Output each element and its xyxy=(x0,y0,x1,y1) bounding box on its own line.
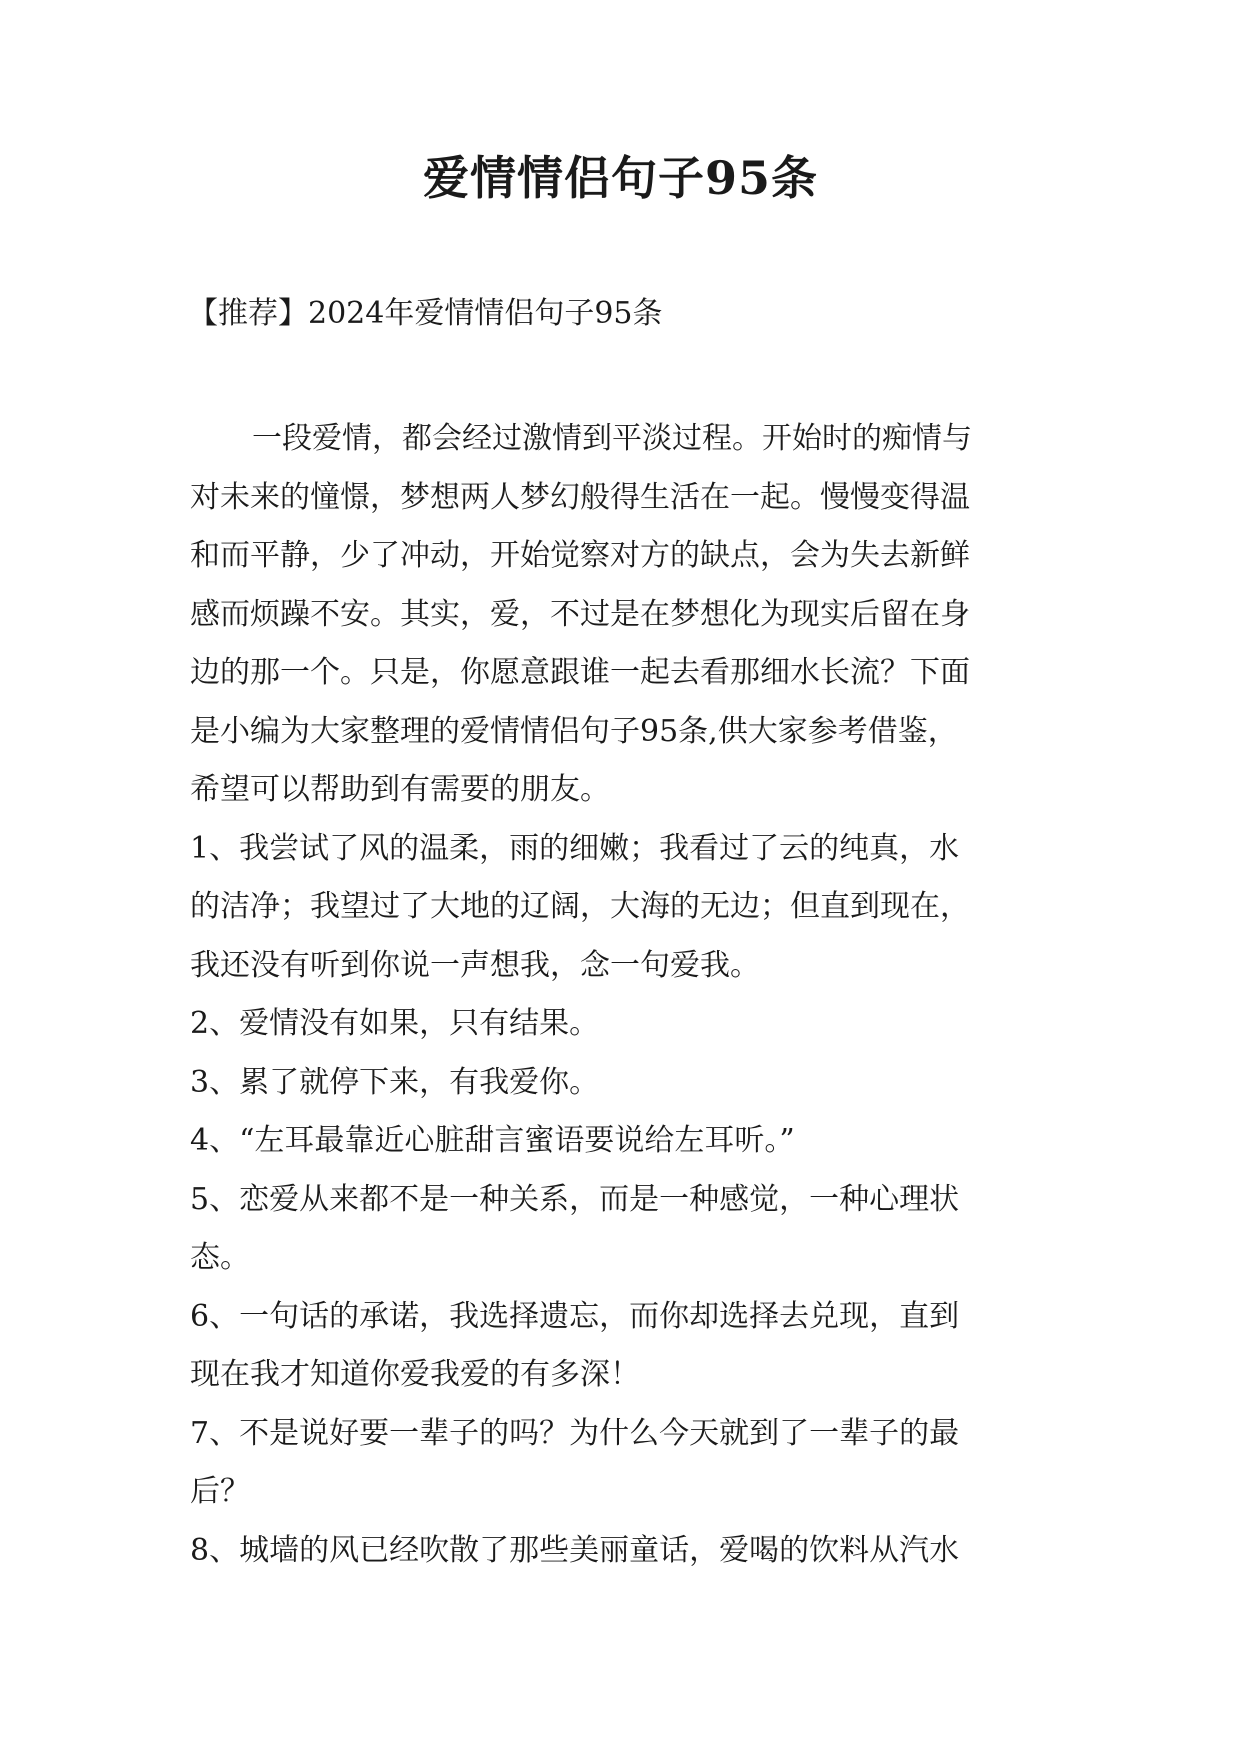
list-item-line: 3、累了就停下来，有我爱你。 xyxy=(190,1064,600,1100)
body-line: 和而平静，少了冲动，开始觉察对方的缺点，会为失去新鲜 xyxy=(190,538,970,573)
list-item-line: 8、城墙的风已经吹散了那些美丽童话，爱喝的饮料从汽水 xyxy=(190,1532,960,1568)
body-line: 一段爱情，都会经过激情到平淡过程。开始时的痴情与 xyxy=(252,421,972,456)
list-item-line: 6、一句话的承诺，我选择遗忘，而你却选择去兑现，直到 xyxy=(190,1298,960,1334)
list-item-line: 态。 xyxy=(190,1240,250,1275)
document-body xyxy=(190,410,1060,1580)
list-item-line: 4、“左耳最靠近心脏甜言蜜语要说给左耳听。” xyxy=(190,1123,795,1158)
document-subtitle: 【推荐】2024年爱情情侣句子95条 xyxy=(188,296,663,331)
body-line: 感而烦躁不安。其实，爱，不过是在梦想化为现实后留在身 xyxy=(190,596,970,632)
body-line: 边的那一个。只是，你愿意跟谁一起去看那细水长流？下面 xyxy=(190,655,970,690)
list-item-line: 1、我尝试了风的温柔，雨的细嫩；我看过了云的纯真，水 xyxy=(190,830,960,866)
body-line: 希望可以帮助到有需要的朋友。 xyxy=(190,772,610,807)
body-line: 是小编为大家整理的爱情情侣句子95条,供大家参考借鉴， xyxy=(190,713,958,749)
list-item-line: 2、爱情没有如果，只有结果。 xyxy=(190,1006,600,1041)
list-item-line: 我还没有听到你说一声想我，念一句爱我。 xyxy=(190,947,760,983)
list-item-line: 7、不是说好要一辈子的吗？为什么今天就到了一辈子的最 xyxy=(190,1415,960,1451)
list-item-line: 后？ xyxy=(190,1474,250,1509)
body-line: 对未来的憧憬，梦想两人梦幻般得生活在一起。慢慢变得温 xyxy=(190,479,970,515)
list-item-line: 的洁净；我望过了大地的辽阔，大海的无边；但直到现在， xyxy=(190,889,970,924)
list-item-line: 5、恋爱从来都不是一种关系，而是一种感觉，一种心理状 xyxy=(190,1181,960,1217)
list-item-line: 现在我才知道你爱我爱的有多深！ xyxy=(190,1357,640,1392)
document-title: 爱情情侣句子95条 xyxy=(422,151,818,205)
